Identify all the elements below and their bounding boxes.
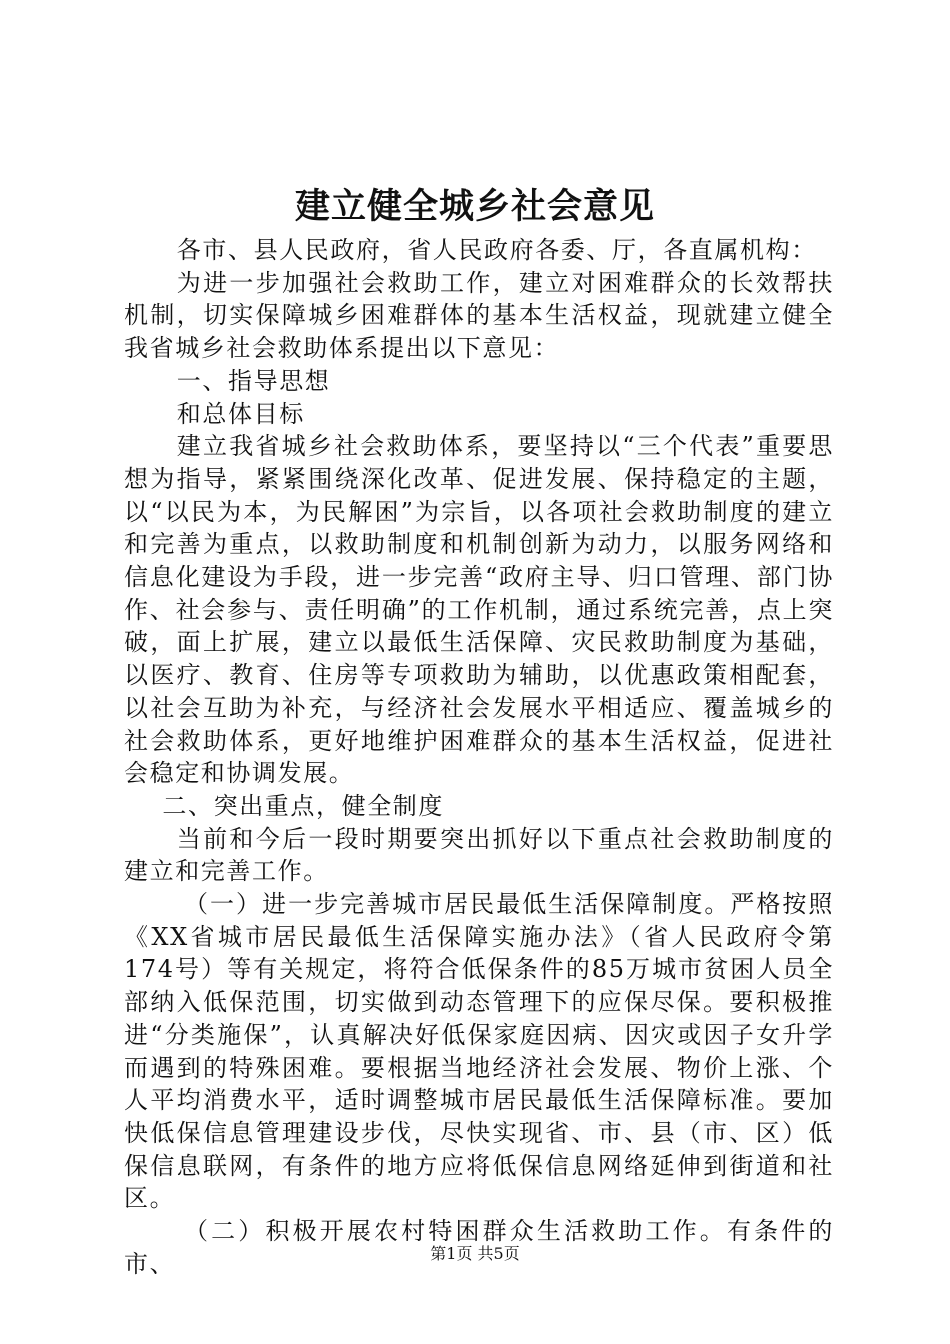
paragraph-intro: 为进一步加强社会救助工作，建立对困难群众的长效帮扶机制，切实保障城乡困难群体的基本生活权益，现就建立健全我省城乡社会救助体系提出以下意见： xyxy=(124,268,834,363)
document-body xyxy=(124,234,834,1281)
paragraph-section-2-intro: 当前和今后一段时期要突出抓好以下重点社会救助制度的建立和完善工作。 xyxy=(124,824,834,886)
heading-section-2: 二、突出重点，健全制度 xyxy=(162,791,444,820)
paragraph-section-1-body: 建立我省城乡社会救助体系，要坚持以“三个代表”重要思想为指导，紧紧围绕深化改革、促进发展、保持稳定的主题，以“以民为本，为民解困”为宗旨，以各项社会救助制度的建立和完善为重点，以救助制度和机制创新为动力，以服务网络和信息化建设为手段，进一步完善“政府主导、归口管理、部门协作、社会参与、责任明确”的工作机制，通过系统完善，点上突破，面上扩展，建立以最低生活保障、灾民救助制度为基础，以医疗、教育、住房等专项救助为辅助，以优惠政策相配套，以社会互助为补充，与经济社会发展水平相适应、覆盖城乡的社会救助体系，更好地维护困难群众的基本生活权益，促进社会稳定和协调发展。 xyxy=(124,432,834,788)
heading-section-1: 一、指导思想 xyxy=(176,366,331,395)
heading-section-1-continued: 和总体目标 xyxy=(176,399,305,428)
paragraph-item-2: （二）积极开展农村特困群众生活救助工作。有条件的市、 xyxy=(124,1217,834,1278)
paragraph-salutation: 各市、县人民政府，省人民政府各委、厅，各直属机构： xyxy=(176,236,817,264)
page-footer: 第1页 共5页 xyxy=(430,1244,520,1263)
paragraph-item-1: （一）进一步完善城市居民最低生活保障制度。严格按照《XX省城市居民最低生活保障实施办法》（省人民政府令第174号）等有关规定，将符合低保条件的85万城市贫困人员全部纳入低保范围，切实做到动态管理下的应保尽保。要积极推进“分类施保”，认真解决好低保家庭因病、因灾或因子女升学而遇到的特殊困难。要根据当地经济社会发展、物价上涨、个人平均消费水平，适时调整城市居民最低生活保障标准。要加快低保信息管理建设步伐，尽快实现省、市、县（市、区）低保信息联网，有条件的地方应将低保信息网络延伸到街道和社区。 xyxy=(124,890,834,1213)
page-title: 建立健全城乡社会意见 xyxy=(294,186,655,227)
